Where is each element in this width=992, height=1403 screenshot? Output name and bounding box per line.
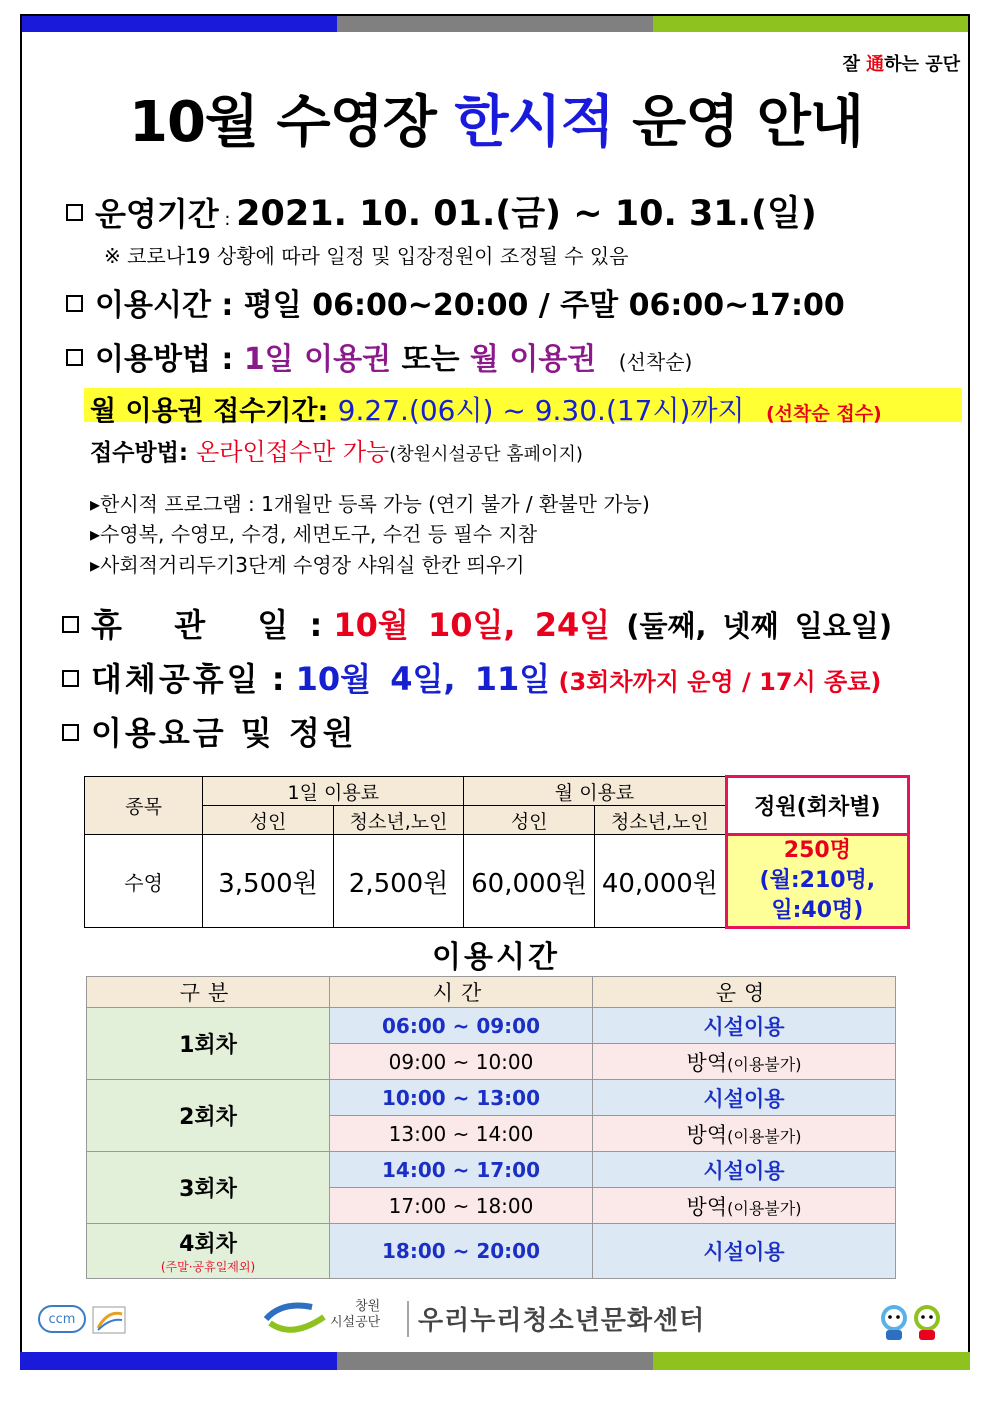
- col-youth: 청소년,노인: [595, 806, 727, 835]
- col-adult: 성인: [464, 806, 595, 835]
- time-cell: 17:00 ~ 18:00: [330, 1188, 593, 1224]
- bullet-item: ▸한시적 프로그램 : 1개월만 등록 가능 (연기 불가 / 환불만 가능): [90, 492, 650, 516]
- fee-cell: 3,500원: [203, 835, 334, 928]
- col-item: 종목: [85, 777, 203, 835]
- row-item-swim: 수영: [85, 835, 203, 928]
- checkbox-icon: [62, 670, 79, 687]
- operation-cell: 방역(이용불가): [593, 1044, 896, 1080]
- checkbox-icon: [66, 295, 83, 312]
- tagline: 잘 通하는 공단: [842, 54, 960, 75]
- time-cell: 09:00 ~ 10:00: [330, 1044, 593, 1080]
- col-operation: 운영: [593, 977, 896, 1008]
- capacity-cell: 250명 (월:210명, 일:40명): [726, 835, 908, 928]
- time-cell: 10:00 ~ 13:00: [330, 1080, 593, 1116]
- timetable: [86, 976, 896, 1279]
- col-youth: 청소년,노인: [333, 806, 464, 835]
- col-month-fee: 월 이용료: [464, 777, 726, 806]
- mascot-icon: [872, 1300, 952, 1342]
- col-adult: 성인: [203, 806, 334, 835]
- time-cell: 14:00 ~ 17:00: [330, 1152, 593, 1188]
- operation-cell: 시설이용: [593, 1080, 896, 1116]
- session-name: 4회차 (주말·공휴일제외): [87, 1224, 330, 1279]
- time-cell: 13:00 ~ 14:00: [330, 1116, 593, 1152]
- operation-cell: 방역(이용불가): [593, 1188, 896, 1224]
- time-cell: 06:00 ~ 09:00: [330, 1008, 593, 1044]
- fee-cell: 40,000원: [595, 835, 727, 928]
- fee-cell: 60,000원: [464, 835, 595, 928]
- time-cell: 18:00 ~ 20:00: [330, 1224, 593, 1279]
- bullet-item: ▸수영복, 수영모, 수경, 세면도구, 수건 등 필수 지참: [90, 522, 538, 546]
- substitute-holiday-line: 대체공휴일 : 10월 4일, 11일 (3회차까지 운영 / 17시 종료): [62, 654, 881, 700]
- reception-method: 접수방법: 온라인접수만 가능(창원시설공단 홈페이지): [90, 438, 583, 466]
- method-line: 이용방법 : 1일 이용권 또는 월 이용권 (선착순): [66, 334, 692, 378]
- checkbox-icon: [62, 616, 79, 633]
- col-capacity: 정원(회차별): [726, 777, 908, 835]
- fee-cell: 2,500원: [333, 835, 464, 928]
- timetable-title: 이용시간: [432, 940, 560, 975]
- checkbox-icon: [66, 204, 83, 221]
- operation-cell: 시설이용: [593, 1008, 896, 1044]
- operation-cell: 시설이용: [593, 1152, 896, 1188]
- closed-days-line: 휴 관 일 : 10월 10일, 24일 (둘째, 넷째 일요일): [62, 600, 892, 646]
- monthly-pass-period: 월 이용권 접수기간: 9.27.(06시) ~ 9.30.(17시)까지 (선착순 접수): [90, 394, 882, 427]
- hours-line: 이용시간 : 평일 06:00~20:00 / 주말 06:00~17:00: [66, 280, 845, 324]
- ccm-logo: ccm: [38, 1305, 86, 1333]
- session-name: 2회차: [87, 1080, 330, 1152]
- col-time: 시간: [330, 977, 593, 1008]
- fee-table: [84, 775, 910, 929]
- operation-cell: 시설이용: [593, 1224, 896, 1279]
- page-title: 10월 수영장 한시적 운영 안내: [129, 90, 863, 155]
- col-session: 구분: [87, 977, 330, 1008]
- checkbox-icon: [66, 349, 83, 366]
- org-small-label: 창원 시설공단: [330, 1299, 381, 1330]
- session-name: 1회차: [87, 1008, 330, 1080]
- bullet-item: ▸사회적거리두기3단계 수영장 샤워실 한칸 띄우기: [90, 553, 525, 577]
- checkbox-icon: [62, 724, 79, 741]
- operation-cell: 방역(이용불가): [593, 1116, 896, 1152]
- certification-logo: [92, 1306, 126, 1334]
- fees-heading: 이용요금 및 정원: [62, 708, 357, 754]
- col-day-fee: 1일 이용료: [203, 777, 464, 806]
- org-name: 우리누리청소년문화센터: [418, 1306, 706, 1336]
- period-line: 운영기간 : 2021. 10. 01.(금) ~ 10. 31.(일): [66, 186, 817, 236]
- bottom-color-band: [20, 1352, 970, 1370]
- period-note: ※ 코로나19 상황에 따라 일정 및 입장정원이 조정될 수 있음: [104, 244, 629, 268]
- session-name: 3회차: [87, 1152, 330, 1224]
